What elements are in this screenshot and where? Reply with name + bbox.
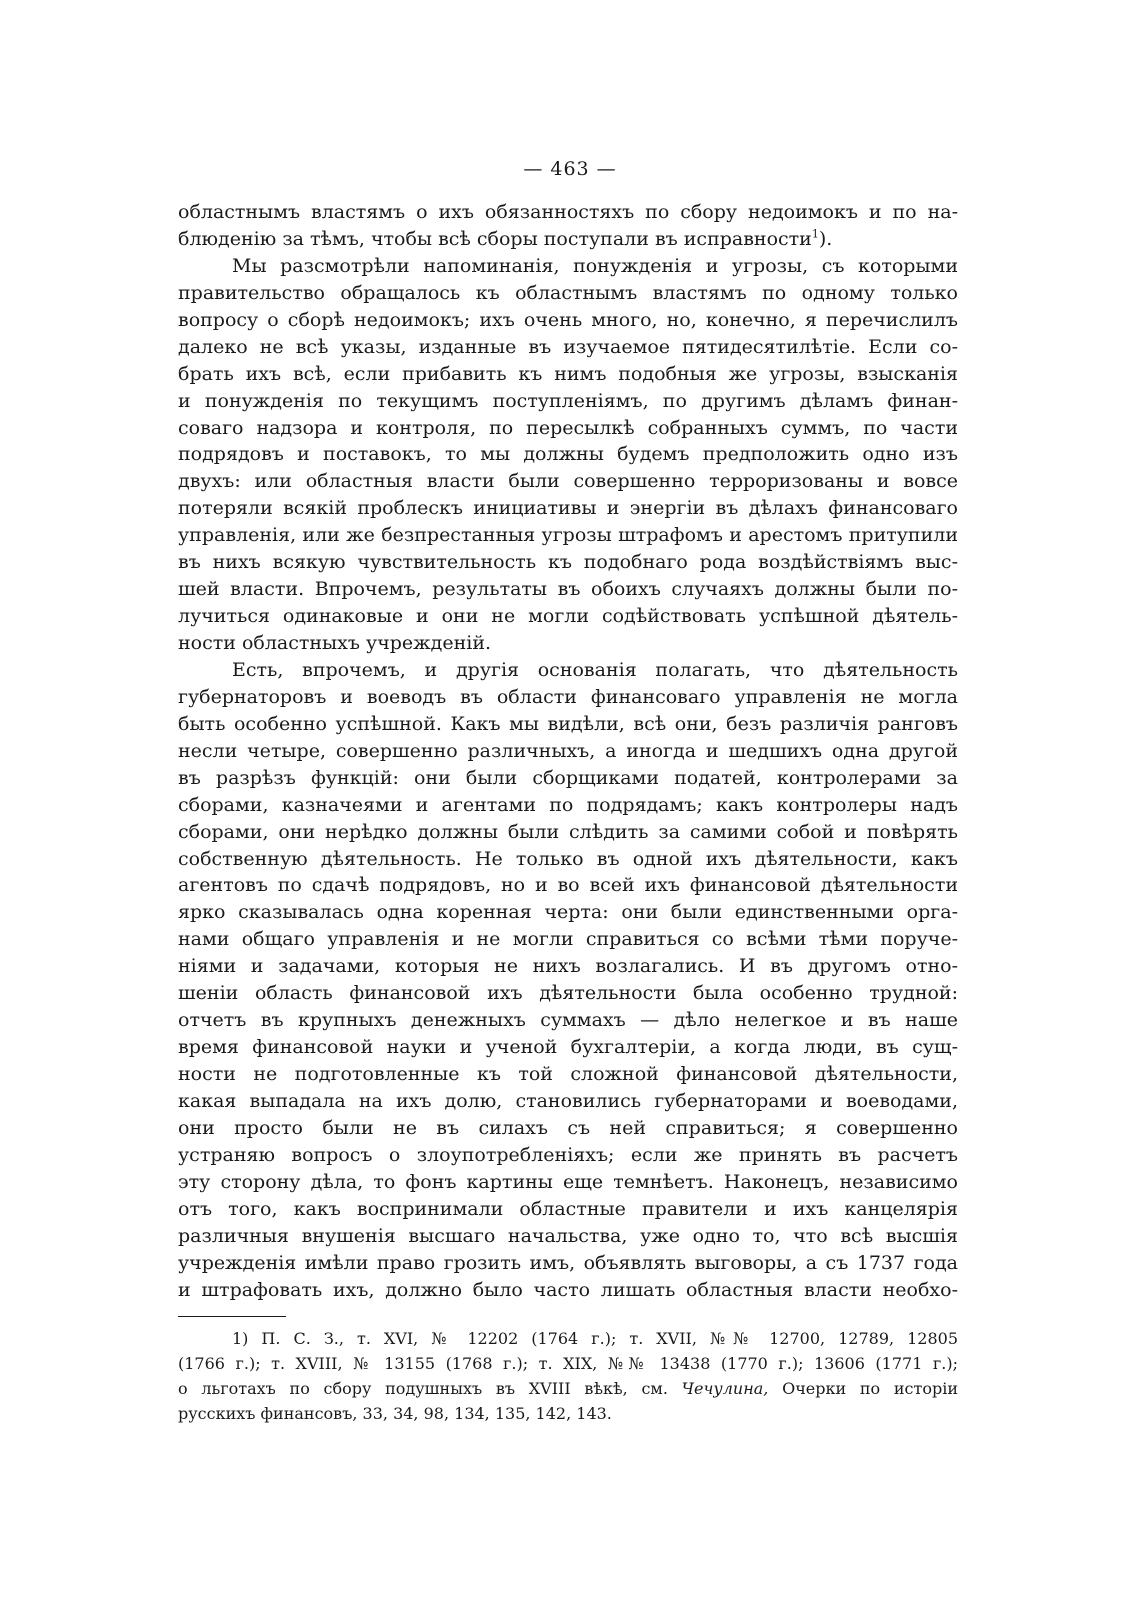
text-line: шеніи область финансовой ихъ дѣятельности была особенно трудной:: [178, 982, 958, 1005]
text-line: и понужденія по текущимъ поступленіямъ, по другимъ дѣламъ финан-: [178, 389, 958, 412]
footnote-line: русскихъ финансовъ, 33, 34, 98, 134, 135, 142, 143.: [178, 1404, 612, 1423]
text-line: устраняю вопросъ о злоупотребленіяхъ; если же принять въ расчетъ: [178, 1143, 958, 1166]
text-line: они просто были не въ силахъ съ ней справиться; я совершенно: [178, 1116, 958, 1139]
footnote-author: Чечулина,: [681, 1379, 769, 1398]
text-line: эту сторону дѣла, то фонъ картины еще темнѣетъ. Наконецъ, независимо: [178, 1170, 958, 1193]
text-line: какая выпадала на ихъ долю, становились губернаторами и воеводами,: [178, 1089, 958, 1112]
text-line: учрежденія имѣли право грозить имъ, объявлять выговоры, а съ 1737 года: [178, 1251, 958, 1274]
page-number: — 463 —: [523, 158, 617, 180]
text-line: губернаторовъ и воеводъ въ области финансоваго управленія не могла: [178, 685, 958, 708]
text-line: время финансовой науки и ученой бухгалтеріи, а когда люди, въ сущ-: [178, 1036, 958, 1059]
text-line: ности областныхъ учрежденій.: [178, 632, 492, 654]
text-line: и штрафовать ихъ, должно было часто лишать областныя власти необхо-: [178, 1278, 958, 1301]
text-line: въ разрѣзъ функцій: они были сборщиками податей, контролерами за: [178, 766, 958, 789]
text-line: брать ихъ всѣ, если прибавить къ нимъ подобныя же угрозы, взысканія: [178, 362, 958, 385]
text-line: собственную дѣятельность. Не только въ одной ихъ дѣятельности, какъ: [178, 847, 958, 870]
text-line: вопросу о сборѣ недоимокъ; ихъ очень много, но, конечно, я перечислилъ: [178, 308, 958, 331]
text-line: правительство обращалось къ областнымъ властямъ по одному только: [178, 281, 958, 304]
footnote-line: [178, 1376, 958, 1401]
text-line-content: блюденію за тѣмъ, чтобы всѣ сборы поступали въ исправности: [178, 227, 812, 250]
text-line: въ нихъ всякую чувствительность къ подобнаго рода воздѣйствіямъ выс-: [178, 551, 958, 574]
text-line: лучиться одинаковые и они не могли содѣйствовать успѣшной дѣятель-: [178, 605, 958, 628]
text-line: ярко сказывалась одна коренная черта: они были единственными орга-: [178, 901, 958, 924]
text-line: быть особенно успѣшной. Какъ мы видѣли, всѣ они, безъ различія ранговъ: [178, 712, 958, 735]
text-line: сборами, казначеями и агентами по подрядамъ; какъ контролеры надъ: [178, 793, 958, 816]
text-line: подрядовъ и поставокъ, то мы должны будемъ предположить одно изъ: [178, 443, 958, 466]
text-line: [178, 226, 958, 253]
text-line: различныя внушенія высшаго начальства, уже одно то, что всѣ высшія: [178, 1224, 958, 1247]
text-line: отчетъ въ крупныхъ денежныхъ суммахъ — дѣло нелегкое и въ наше: [178, 1009, 958, 1032]
text-line: потеряли всякій проблескъ инициативы и энергіи въ дѣлахъ финансоваго: [178, 497, 958, 520]
text-line: несли четыре, совершенно различныхъ, а иногда и шедшихъ одна другой: [178, 739, 958, 762]
text-line: шей власти. Впрочемъ, результаты въ обоихъ случаяхъ должны были по-: [178, 578, 958, 601]
footnote-text: о льготахъ по сбору подушныхъ въ XVIII вѣкѣ, см.: [178, 1379, 682, 1398]
footnote-ref: 1): [232, 1329, 249, 1348]
footnote-line: [178, 1326, 958, 1351]
text-line: сборами, они нерѣдко должны были слѣдить за самими собой и повѣрять: [178, 820, 958, 843]
footnote-text: Очерки по исторіи: [768, 1379, 958, 1398]
text-line: Есть, впрочемъ, и другія основанія полагать, что дѣятельность: [232, 658, 958, 681]
footnote-divider: [178, 1316, 286, 1317]
text-line: ніями и задачами, которыя не нихъ возлагались. И въ другомъ отно-: [178, 955, 958, 978]
text-line: далеко не всѣ указы, изданные въ изучаемое пятидесятилѣтіе. Если со-: [178, 335, 958, 358]
text-line: агентовъ по сдачѣ подрядовъ, но и во всей ихъ финансовой дѣятельности: [178, 874, 958, 897]
text-line: двухъ: или областныя власти были совершенно терроризованы и вовсе: [178, 470, 958, 493]
text-line: нами общаго управленія и не могли справиться со всѣми тѣми поруче-: [178, 928, 958, 951]
footnotes: [178, 1326, 958, 1426]
body-text: [178, 199, 958, 1303]
footnote-marker: 1: [811, 227, 819, 241]
text-line: соваго надзора и контроля, по пересылкѣ собранныхъ суммъ, по части: [178, 416, 958, 439]
text-line: управленія, или же безпрестанныя угрозы штрафомъ и арестомъ притупили: [178, 524, 958, 547]
text-line: областнымъ властямъ о ихъ обязанностяхъ по сбору недоимокъ и по на-: [178, 201, 958, 223]
footnote-text: П. С. З., т. XVI, № 12202 (1764 г.); т. XVII, №№ 12700, 12789, 12805: [248, 1329, 958, 1348]
text-line: отъ того, какъ воспринимали областные правители и ихъ канцелярія: [178, 1197, 958, 1220]
text-line: Мы разсмотрѣли напоминанія, понужденія и угрозы, съ которыми: [232, 254, 958, 277]
text-line: ности не подготовленные къ той сложной финансовой дѣятельности,: [178, 1063, 958, 1085]
footnote-marker-close: ).: [818, 227, 833, 250]
footnote-line: (1766 г.); т. XVIII, № 13155 (1768 г.); т. XIX, №№ 13438 (1770 г.); 13606 (1771 г.);: [178, 1354, 958, 1373]
